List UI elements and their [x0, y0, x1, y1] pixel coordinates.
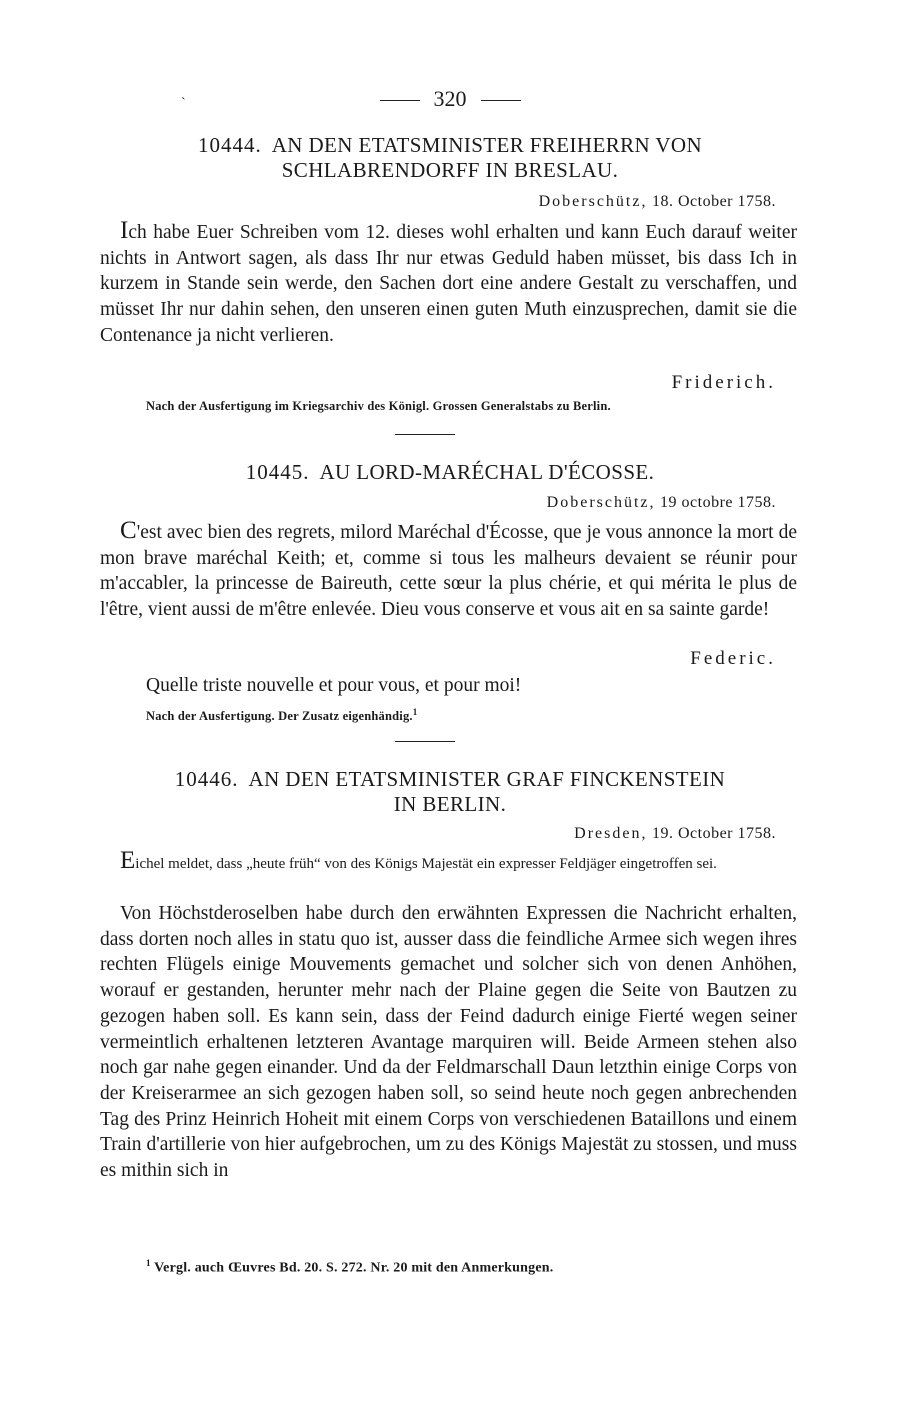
page-number-dash-left — [380, 100, 420, 101]
letter-number: 10446. — [174, 767, 239, 791]
letter-10446-heading — [100, 767, 800, 817]
note-text: ichel meldet, dass „heute früh“ von des Königs Majestät ein expresser Feldjäger eingetroffen sei. — [135, 856, 717, 872]
letter-10444-body — [100, 218, 797, 349]
source-text: Nach der Ausfertigung. Der Zusatz eigenhändig. — [146, 709, 413, 724]
letter-10445-heading — [100, 460, 800, 485]
heading-line: AU LORD-MARÉCHAL D'ÉCOSSE. — [319, 460, 655, 484]
heading-line: AN DEN ETATSMINISTER GRAF FINCKENSTEIN — [248, 767, 726, 791]
letter-10444-heading — [100, 133, 800, 183]
initial: E — [120, 847, 136, 874]
initial: C — [120, 517, 137, 544]
footnote-text: Vergl. auch Œuvres Bd. 20. S. 272. Nr. 20 mit den Anmerkungen. — [154, 1260, 554, 1276]
letter-10446-editor-note — [100, 847, 797, 875]
place: Dresden, — [574, 825, 648, 842]
letter-number: 10445. — [245, 460, 310, 484]
letter-10444-source: Nach der Ausfertigung im Kriegsarchiv des Königl. Grossen Generalstabs zu Berlin. — [146, 399, 611, 413]
date: 18. October 1758. — [651, 193, 776, 210]
page-number-dash-right — [481, 100, 521, 101]
heading-line: SCHLABRENDORFF IN BRESLAU. — [281, 158, 619, 182]
footnote — [146, 1258, 846, 1277]
heading-line: AN DEN ETATSMINISTER FREIHERRN VON — [271, 133, 703, 157]
body-text: ch habe Euer Schreiben vom 12. dieses wohl erhalten und kann Euch darauf weiter nichts in Antwort sagen, als dass Ihr nur etwas Geduld haben müsset, bis dass Ich in kurzem in Stande sein werde, den Sachen dort eine andere Gestalt zu verschaffen, und müsset Ihr nur dahin sehen, den unseren einen guten Muth einzusprechen, damit sie die Contenance ja nicht verlieren. — [100, 222, 797, 346]
place: Doberschütz, — [538, 193, 648, 210]
letter-10444-dateline — [100, 193, 776, 211]
letter-10445-body — [100, 518, 797, 623]
separator — [395, 434, 455, 435]
initial: I — [120, 217, 129, 244]
letter-number: 10444. — [197, 133, 262, 157]
separator — [395, 741, 455, 742]
footnote-mark: 1 — [146, 1258, 151, 1268]
letter-10445-signature: Federic. — [690, 648, 776, 669]
letter-10445-source — [146, 707, 846, 724]
body-text: Von Höchstderoselben habe durch den erwähnten Expressen die Nachricht erhalten, dass dorten noch alles in statu quo ist, ausser dass die feindliche Armee sich wegen ihres rechten Flügels einige Mouvements gemachet und solcher sich von denen Anhöhen, worauf er gestanden, herunter mehr nach der Plaine gegen die Seite von Bautzen zu gezogen haben soll. Es kann sein, dass der Feind dadurch einige Fierté wegen seiner vermeintlich erhaltenen letzteren Avantage marquiren will. Beide Armeen stehen also noch gar nahe gegen einander. Und da der Feldmarschall Daun letzthin einige Corps von der Kreiserarmee an sich gezogen haben soll, so seind heute noch gegen anbrechenden Tag des Prinz Heinrich Hoheit mit einem Corps von verschiedenen Bataillons und einem Train d'artillerie von hier aufgebrochen, um zu des Königs Majestät zu stossen, und muss es mithin sich in — [100, 903, 797, 1182]
letter-10445-dateline — [100, 494, 776, 512]
place: Doberschütz, — [546, 494, 656, 511]
letter-10446-body — [100, 901, 797, 1184]
date: 19. October 1758. — [651, 825, 776, 842]
date: 19 octobre 1758. — [660, 494, 776, 511]
page-number-line — [0, 86, 900, 112]
letter-10444-signature: Friderich. — [671, 372, 776, 393]
letter-10445-postscript: Quelle triste nouvelle et pour vous, et pour moi! — [146, 675, 522, 696]
body-text: 'est avec bien des regrets, milord Maréchal d'Écosse, que je vous annonce la mort de mon brave maréchal Keith; et, comme si tous les malheurs devaient se réunir pour m'accabler, la princesse de Baireuth, cette sœur la plus chérie, et qui mérita le plus de l'être, vient aussi de m'être enlevée. Dieu vous conserve et vous ait en sa sainte garde! — [100, 522, 797, 621]
letter-10446-dateline — [100, 825, 776, 843]
footnote-ref: 1 — [412, 707, 418, 717]
page-number: 320 — [433, 86, 467, 111]
heading-line: IN BERLIN. — [393, 792, 507, 816]
stray-mark: ` — [181, 96, 186, 111]
